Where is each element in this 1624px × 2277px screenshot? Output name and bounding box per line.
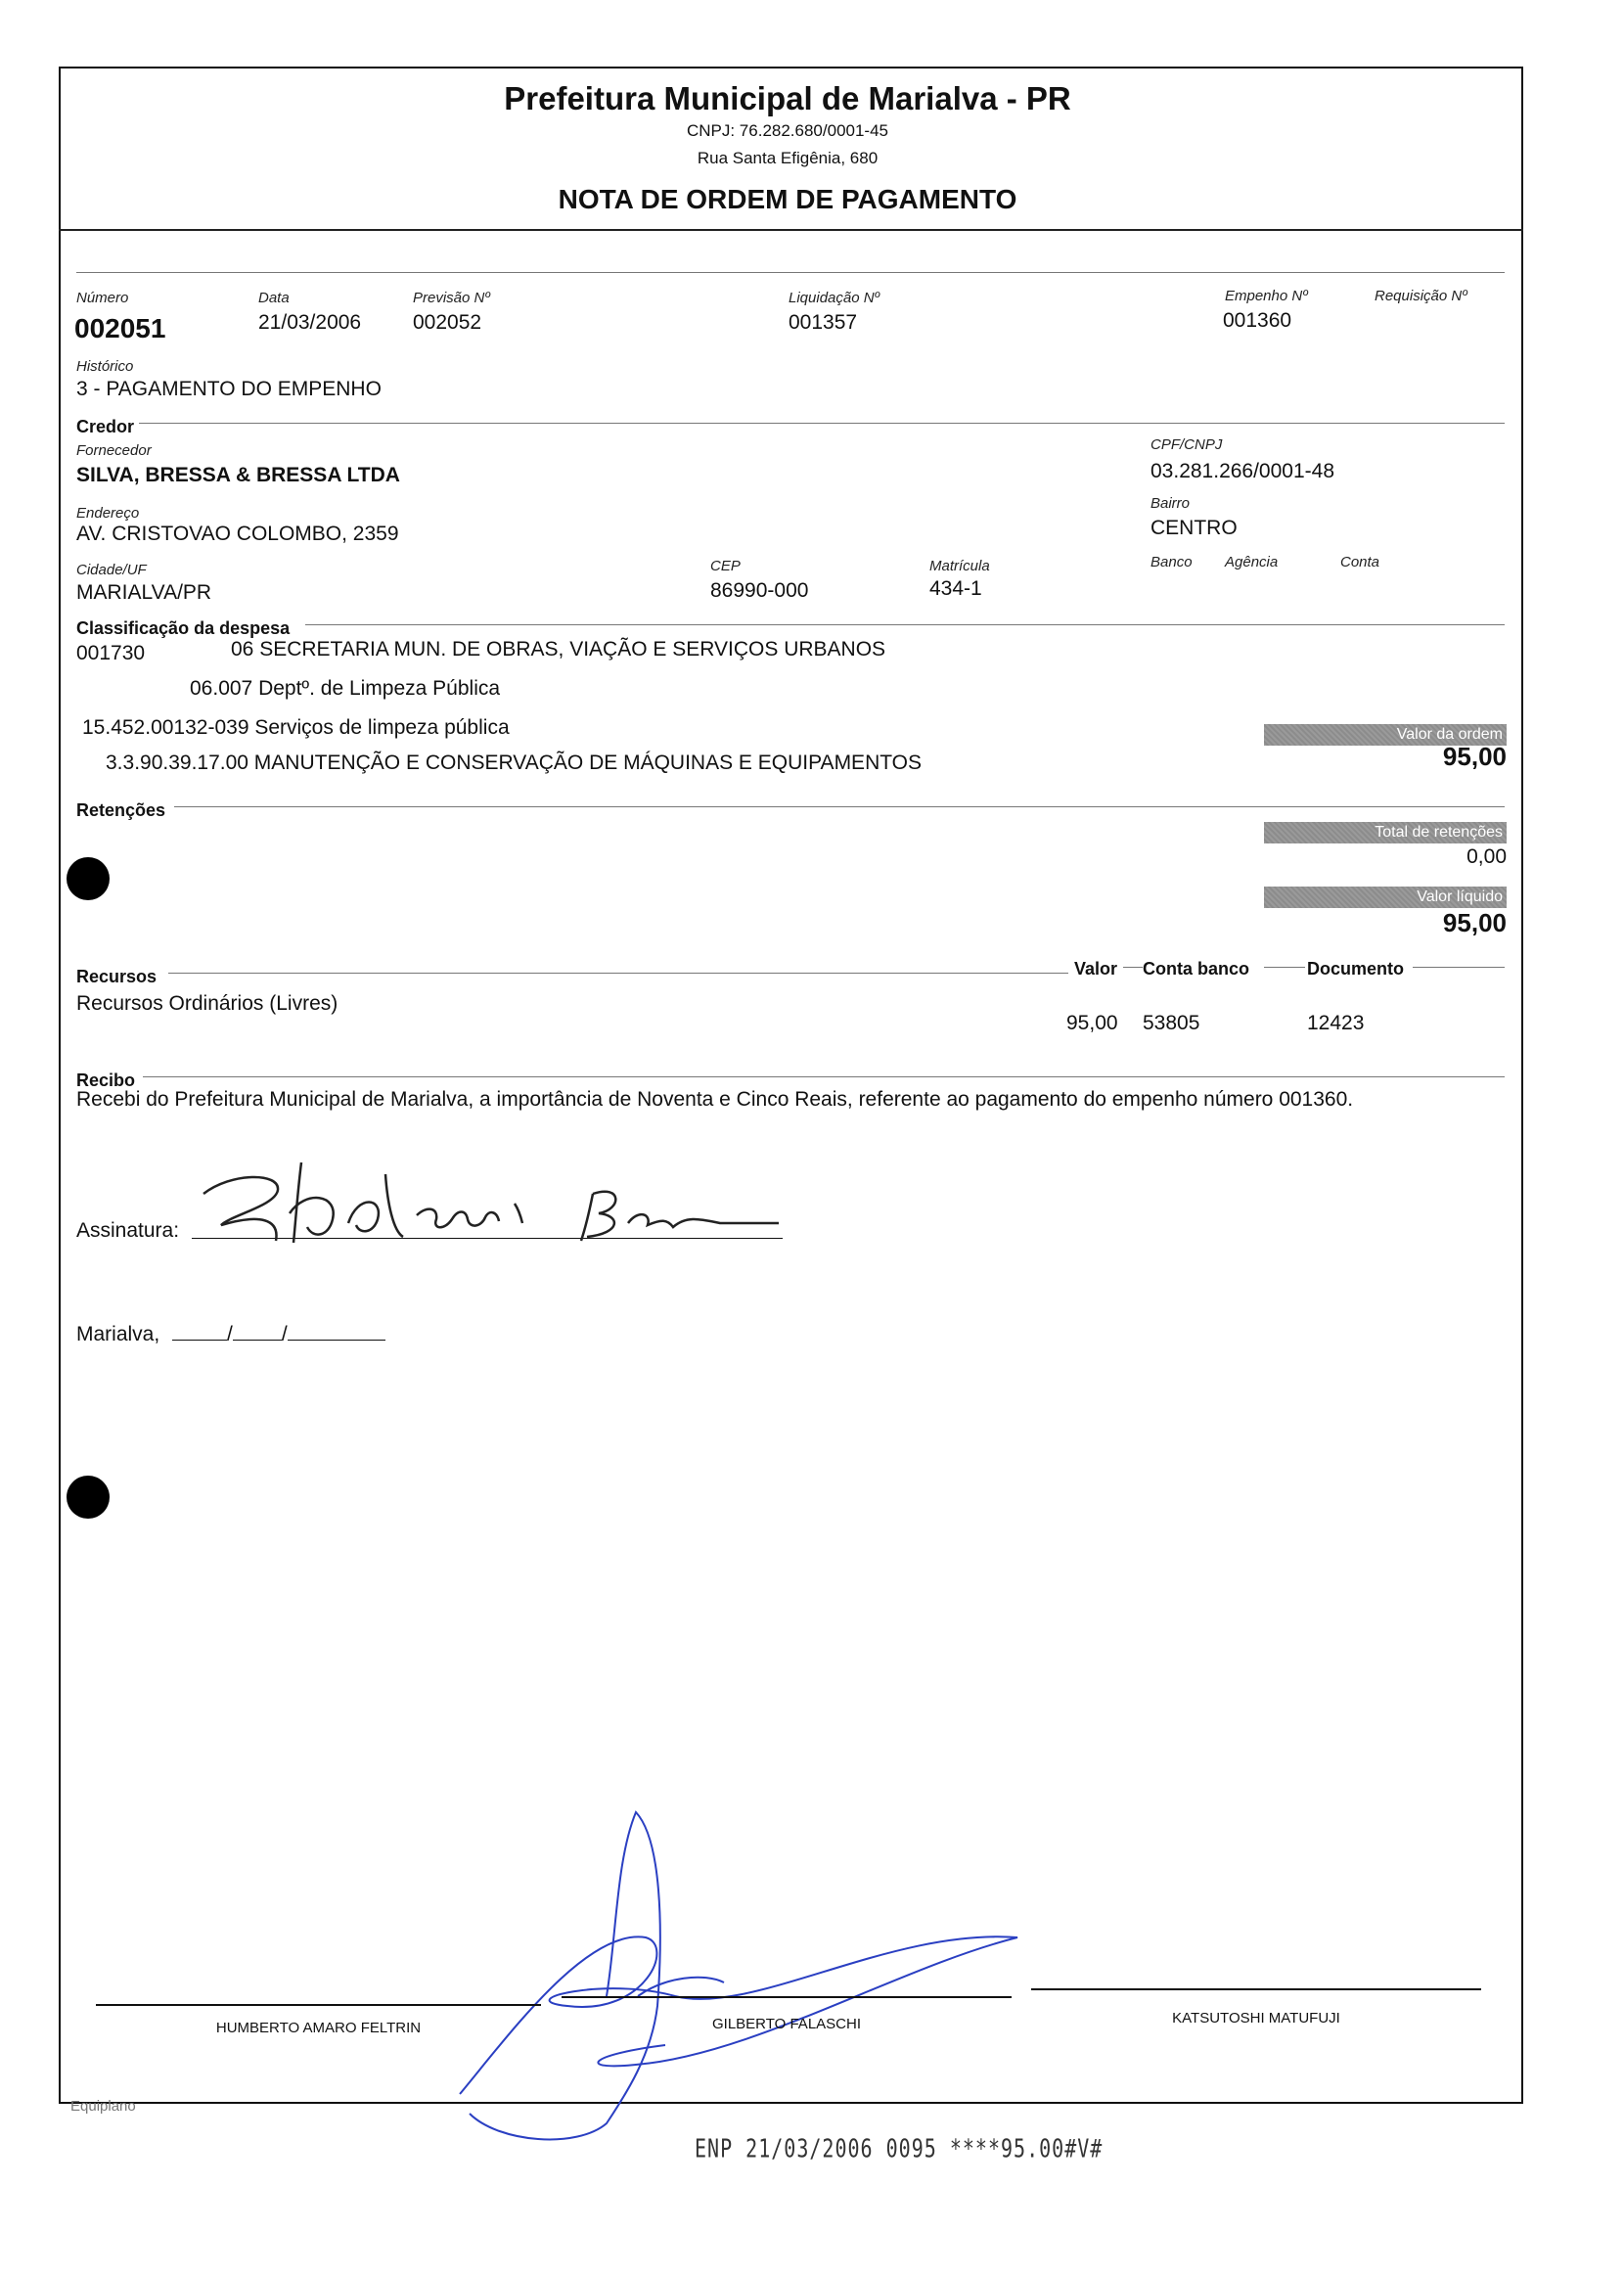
receipt-signature (192, 1155, 798, 1252)
signatory-3: KATSUTOSHI MATUFUJI (1172, 2010, 1340, 2027)
document-title: NOTA DE ORDEM DE PAGAMENTO (558, 184, 1017, 214)
valor-ordem-bar: Valor da ordem (1264, 724, 1507, 746)
signatory-1: HUMBERTO AMARO FELTRIN (215, 2020, 422, 2036)
recursos-col-sep3 (1413, 967, 1505, 968)
recursos-divider (168, 973, 1068, 974)
data-value: 21/03/2006 (258, 311, 362, 334)
recursos-documento: 12423 (1307, 1012, 1365, 1034)
credor-section: Credor (76, 417, 135, 436)
historico-label: Histórico (76, 358, 134, 375)
cep-label: CEP (710, 558, 741, 574)
recursos-col-sep1 (1123, 967, 1143, 968)
signatory-2: GILBERTO FALASCHI (712, 2016, 861, 2032)
valor-liquido-value: 95,00 (1442, 908, 1507, 937)
local-date-blanks: / / (172, 1323, 385, 1346)
banco-label: Banco (1150, 554, 1193, 570)
previsao-value: 002052 (413, 311, 482, 334)
cidade-label: Cidade/UF (76, 562, 147, 578)
fornecedor-value: SILVA, BRESSA & BRESSA LTDA (76, 464, 400, 486)
endereco-value: AV. CRISTOVAO COLOMBO, 2359 (76, 523, 399, 545)
cidade-value: MARIALVA/PR (76, 581, 212, 604)
recursos-item: Recursos Ordinários (Livres) (76, 992, 338, 1015)
recibo-divider (143, 1076, 1505, 1077)
footer-brand: Equiplano (70, 2098, 136, 2115)
assinatura-label: Assinatura: (76, 1219, 180, 1242)
classificacao-section: Classificação da despesa (76, 618, 291, 638)
local-date-label: Marialva, (76, 1323, 160, 1345)
bairro-label: Bairro (1150, 495, 1191, 512)
agencia-label: Agência (1225, 554, 1279, 570)
credor-divider (139, 423, 1505, 424)
signatory-line-3 (1031, 1988, 1481, 1990)
recursos-col-conta: Conta banco (1143, 959, 1250, 979)
page-title: Prefeitura Municipal de Marialva - PR (504, 80, 1071, 116)
cpf-value: 03.281.266/0001-48 (1150, 460, 1335, 482)
recibo-text: Recebi do Prefeitura Municipal de Marialva, a importância de Noventa e Cinco Reais, referente ao pagamento do empenho número 001360. (76, 1088, 1354, 1111)
print-stamp: ENP 21/03/2006 0095 ****95.00#V# (695, 2133, 1104, 2164)
numero-value: 002051 (74, 313, 166, 343)
historico-value: 3 - PAGAMENTO DO EMPENHO (76, 378, 382, 400)
classificacao-divider (305, 624, 1505, 625)
liquidacao-value: 001357 (789, 311, 858, 334)
endereco-label: Endereço (76, 505, 140, 522)
valor-liquido-bar: Valor líquido (1264, 887, 1507, 908)
header-divider (59, 229, 1523, 231)
classificacao-line2: 06.007 Deptº. de Limpeza Pública (190, 677, 501, 700)
signatory-line-2 (562, 1996, 1012, 1998)
recursos-col-valor: Valor (1074, 959, 1118, 979)
classificacao-line3: 15.452.00132-039 Serviços de limpeza pública (82, 716, 510, 739)
classificacao-line1: 06 SECRETARIA MUN. DE OBRAS, VIAÇÃO E SERVIÇOS URBANOS (231, 638, 886, 660)
signatory-line-1 (96, 2004, 541, 2006)
recursos-col-sep2 (1264, 967, 1305, 968)
document-frame (59, 67, 1523, 2104)
recursos-conta: 53805 (1143, 1012, 1200, 1034)
total-retencoes-value: 0,00 (1466, 845, 1507, 868)
official-signature (430, 1800, 1037, 2153)
recursos-section: Recursos (76, 967, 158, 986)
punch-hole-top (67, 857, 110, 900)
data-label: Data (258, 290, 290, 306)
bairro-value: CENTRO (1150, 517, 1238, 539)
cep-value: 86990-000 (710, 579, 809, 602)
previsao-label: Previsão Nº (413, 290, 490, 306)
classificacao-line4: 3.3.90.39.17.00 MANUTENÇÃO E CONSERVAÇÃO DE MÁQUINAS E EQUIPAMENTOS (106, 751, 923, 774)
numero-label: Número (76, 290, 129, 306)
requisicao-label: Requisição Nº (1375, 288, 1467, 304)
empenho-label: Empenho Nº (1225, 288, 1308, 304)
valor-ordem-value: 95,00 (1442, 742, 1507, 771)
header-cnpj: CNPJ: 76.282.680/0001-45 (686, 121, 889, 140)
recursos-valor: 95,00 (1066, 1012, 1118, 1034)
empenho-value: 001360 (1223, 309, 1292, 332)
cpf-label: CPF/CNPJ (1150, 436, 1223, 453)
ids-divider (76, 272, 1505, 273)
matricula-label: Matrícula (929, 558, 990, 574)
conta-label: Conta (1340, 554, 1380, 570)
classificacao-code: 001730 (76, 642, 146, 664)
matricula-value: 434-1 (929, 577, 982, 600)
liquidacao-label: Liquidação Nº (789, 290, 880, 306)
retencoes-divider (174, 806, 1505, 807)
header-address: Rua Santa Efigênia, 680 (697, 149, 879, 167)
fornecedor-label: Fornecedor (76, 442, 152, 459)
punch-hole-bottom (67, 1476, 110, 1519)
retencoes-section: Retenções (76, 800, 166, 820)
recibo-section: Recibo (76, 1070, 136, 1090)
recursos-col-documento: Documento (1307, 959, 1404, 979)
total-retencoes-bar: Total de retenções (1264, 822, 1507, 843)
